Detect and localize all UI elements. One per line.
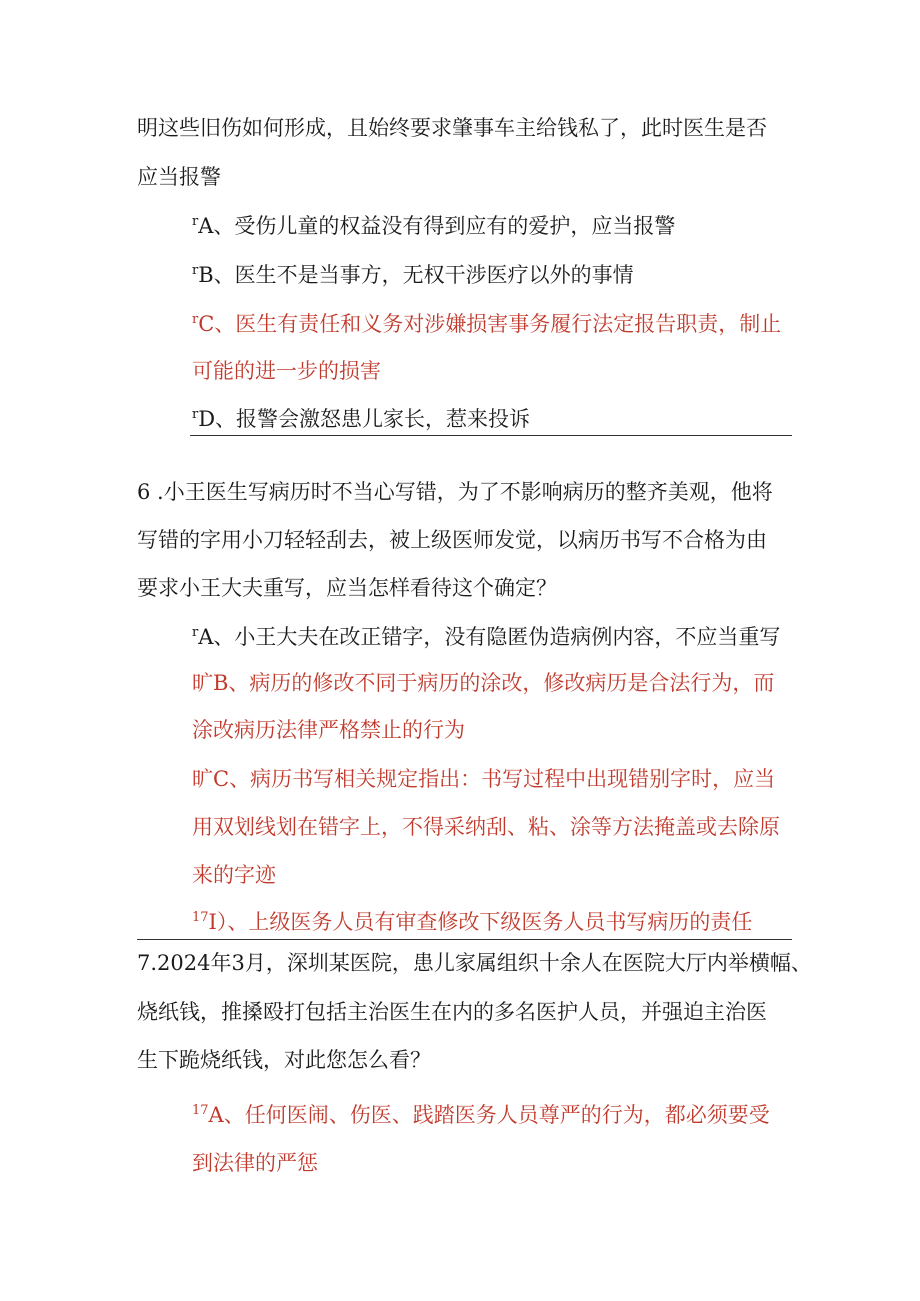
option-marker: r — [192, 407, 199, 422]
q5-option-a[interactable] — [192, 211, 675, 241]
divider — [137, 939, 792, 940]
q7-option-a-cont: 到法律的严惩 — [192, 1151, 318, 1175]
option-marker: 17 — [192, 910, 209, 925]
q5-option-d[interactable] — [192, 404, 530, 434]
q7-stem-line-3: 生下跪烧纸钱，对此您怎么看？ — [137, 1048, 431, 1072]
q5-stem-line-1: 明这些旧伤如何形成，且始终要求肇事车主给钱私了，此时医生是否 — [137, 116, 767, 140]
option-marker: 旷 — [192, 767, 213, 791]
option-text: C、医生有责任和义务对涉嫌损害事务履行法定报告职责，制止 — [198, 312, 782, 336]
q5-option-c-cont: 可能的进一步的损害 — [192, 359, 381, 383]
q6-stem-line-2: 写错的字用小刀轻轻刮去，被上级医师发觉，以病历书写不合格为由 — [137, 528, 767, 552]
divider — [190, 435, 792, 436]
option-marker: 旷 — [192, 671, 213, 695]
option-marker: r — [192, 625, 199, 640]
option-text: B、病历的修改不同于病历的涂改，修改病历是合法行为，而 — [213, 671, 775, 695]
option-text: A、任何医闹、伤医、践踏医务人员尊严的行为，都必须要受 — [208, 1103, 770, 1127]
q6-option-c-cont-1: 用双划线划在错字上，不得采纳刮、粘、涂等方法掩盖或去除原 — [192, 815, 780, 839]
q6-stem-line-3: 要求小王大夫重写，应当怎样看待这个确定？ — [137, 576, 557, 600]
q6-option-d[interactable] — [192, 907, 752, 937]
q6-option-c[interactable] — [192, 764, 775, 794]
q7-option-a[interactable] — [192, 1100, 770, 1130]
option-text: D、报警会激怒患儿家长，惹来投诉 — [198, 407, 531, 431]
q7-stem-line-1: 7.2024年3月，深圳某医院，患儿家属组织十余人在医院大厅内举横幅、 — [137, 951, 812, 975]
option-marker: r — [192, 312, 199, 327]
option-marker: r — [192, 214, 199, 229]
option-text: A、小王大夫在改正错字，没有隐匿伪造病例内容，不应当重写 — [198, 625, 781, 649]
q6-option-b[interactable] — [192, 668, 774, 698]
option-text: I）、上级医务人员有审查修改下级医务人员书写病历的责任 — [208, 910, 753, 934]
q6-option-c-cont-2: 来的字迹 — [192, 863, 276, 887]
q5-option-b[interactable] — [192, 260, 634, 290]
option-text: B、医生不是当事方，无权干涉医疗以外的事情 — [198, 263, 634, 287]
q6-option-a[interactable] — [192, 622, 780, 652]
option-text: A、受伤儿童的权益没有得到应有的爱护，应当报警 — [198, 214, 676, 238]
q6-stem-line-1: 6 .小王医生写病历时不当心写错，为了不影响病历的整齐美观，他将 — [137, 480, 773, 504]
option-marker: r — [192, 263, 199, 278]
q5-option-c[interactable] — [192, 309, 781, 339]
option-text: C、病历书写相关规定指出：书写过程中出现错别字时，应当 — [213, 767, 776, 791]
q7-stem-line-2: 烧纸钱，推搡殴打包括主治医生在内的多名医护人员，并强迫主治医 — [137, 1000, 767, 1024]
option-marker: 17 — [192, 1103, 209, 1118]
q5-stem-line-2: 应当报警 — [137, 165, 221, 189]
q6-option-b-cont: 涂改病历法律严格禁止的行为 — [192, 718, 465, 742]
